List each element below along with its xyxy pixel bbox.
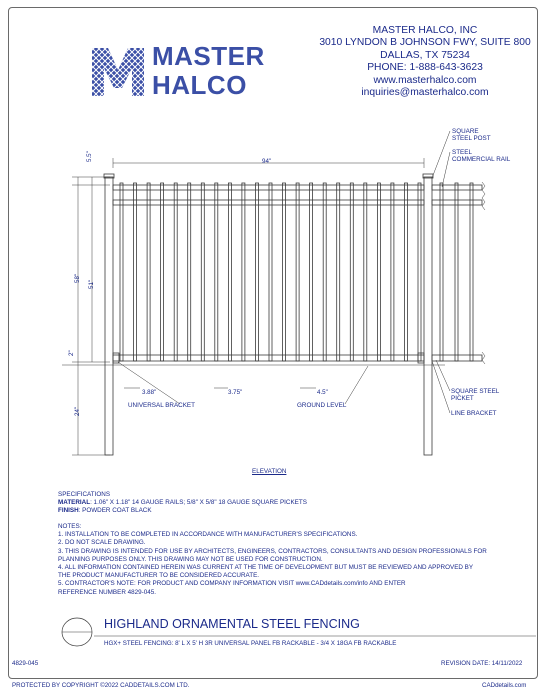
company-address-line2: DALLAS, TX 75234 xyxy=(380,49,470,61)
notes-heading: NOTES: xyxy=(58,523,82,530)
note-line: THE PRODUCT MANUFACTURER TO BE CONSIDERED ACCURATE. xyxy=(58,572,260,580)
finish-spec: FINISH: POWDER COAT BLACK xyxy=(58,507,152,515)
logo-text-halco: HALCO xyxy=(152,70,247,100)
company-email: inquiries@masterhalco.com xyxy=(361,87,489,99)
caddetails-site: CADdetails.com xyxy=(482,682,527,689)
callout-square-steel-post: SQUARE STEEL POST xyxy=(452,128,491,143)
note-line: 1. INSTALLATION TO BE COMPLETED IN ACCORDANCE WITH MANUFACTURER'S SPECIFICATIONS. xyxy=(58,531,358,539)
dimension-top: 5.5" xyxy=(86,151,93,162)
callout-line-bracket: LINE BRACKET xyxy=(451,410,497,417)
drawing-title: HIGHLAND ORNAMENTAL STEEL FENCING xyxy=(104,617,360,631)
callout-square-steel-picket: SQUARE STEEL PICKET xyxy=(451,388,500,403)
elevation-label: ELEVATION xyxy=(252,468,287,475)
note-line: PLANNING PURPOSES ONLY. THIS DRAWING MAY NOT BE USED FOR CONSTRUCTION. xyxy=(58,555,323,563)
company-address-line1: 3010 LYNDON B JOHNSON FWY, SUITE 800 xyxy=(319,37,531,49)
callout-universal-bracket: UNIVERSAL BRACKET xyxy=(128,402,195,409)
dimension-width: 94" xyxy=(262,158,272,165)
reference-number: 4829-045 xyxy=(12,660,39,667)
dimension-space-right: 4.5" xyxy=(317,389,328,396)
note-line: 4. ALL INFORMATION CONTAINED HEREIN WAS CURRENT AT THE TIME OF DEVELOPMENT BUT MUST BE REVIEWED AND APPROVED BY xyxy=(58,564,474,572)
copyright-text: PROTECTED BY COPYRIGHT ©2022 CADDETAILS.COM LTD. xyxy=(12,682,190,689)
note-line: 2. DO NOT SCALE DRAWING. xyxy=(58,539,146,547)
dimension-clearance: 2" xyxy=(68,350,75,356)
note-line: 5. CONTRACTOR'S NOTE: FOR PRODUCT AND COMPANY INFORMATION VISIT www.CADdetails.com/info AND ENTER xyxy=(58,580,406,588)
revision-date: REVISION DATE: 14/11/2022 xyxy=(441,660,523,667)
company-phone: PHONE: 1-888-643-3623 xyxy=(367,62,483,74)
dimension-embed: 24" xyxy=(74,406,81,416)
callout-ground-level: GROUND LEVEL xyxy=(297,402,347,409)
company-name: MASTER HALCO, INC xyxy=(372,25,478,36)
company-website: www.masterhalco.com xyxy=(373,74,477,86)
material-spec: MATERIAL: 1.06" X 1.18" 14 GAUGE RAILS; 5/8" X 5/8" 18 GAUGE SQUARE PICKETS xyxy=(58,499,307,507)
callout-steel-commercial-rail: STEEL COMMERCIAL RAIL xyxy=(452,149,511,164)
drawing-subtitle: HGX+ STEEL FENCING: 8' L X 5' H 3R UNIVERSAL PANEL FB RACKABLE - 3/4 X 18GA FB RACKABLE xyxy=(104,640,397,647)
specifications-heading: SPECIFICATIONS xyxy=(58,491,111,498)
dimension-height-total: 58" xyxy=(74,273,81,283)
dimension-space-mid: 3.75" xyxy=(228,389,243,396)
logo-text-master: MASTER xyxy=(152,41,265,71)
note-line: 3. THIS DRAWING IS INTENDED FOR USE BY ARCHITECTS, ENGINEERS, CONTRACTORS, CONSULTANTS AND DESIGN PROFESSIONALS FOR xyxy=(58,547,487,555)
dimension-height-picket: 51" xyxy=(88,279,95,289)
note-line: REFERENCE NUMBER 4829-045. xyxy=(58,588,156,596)
dimension-space-left: 3.88" xyxy=(142,389,157,396)
